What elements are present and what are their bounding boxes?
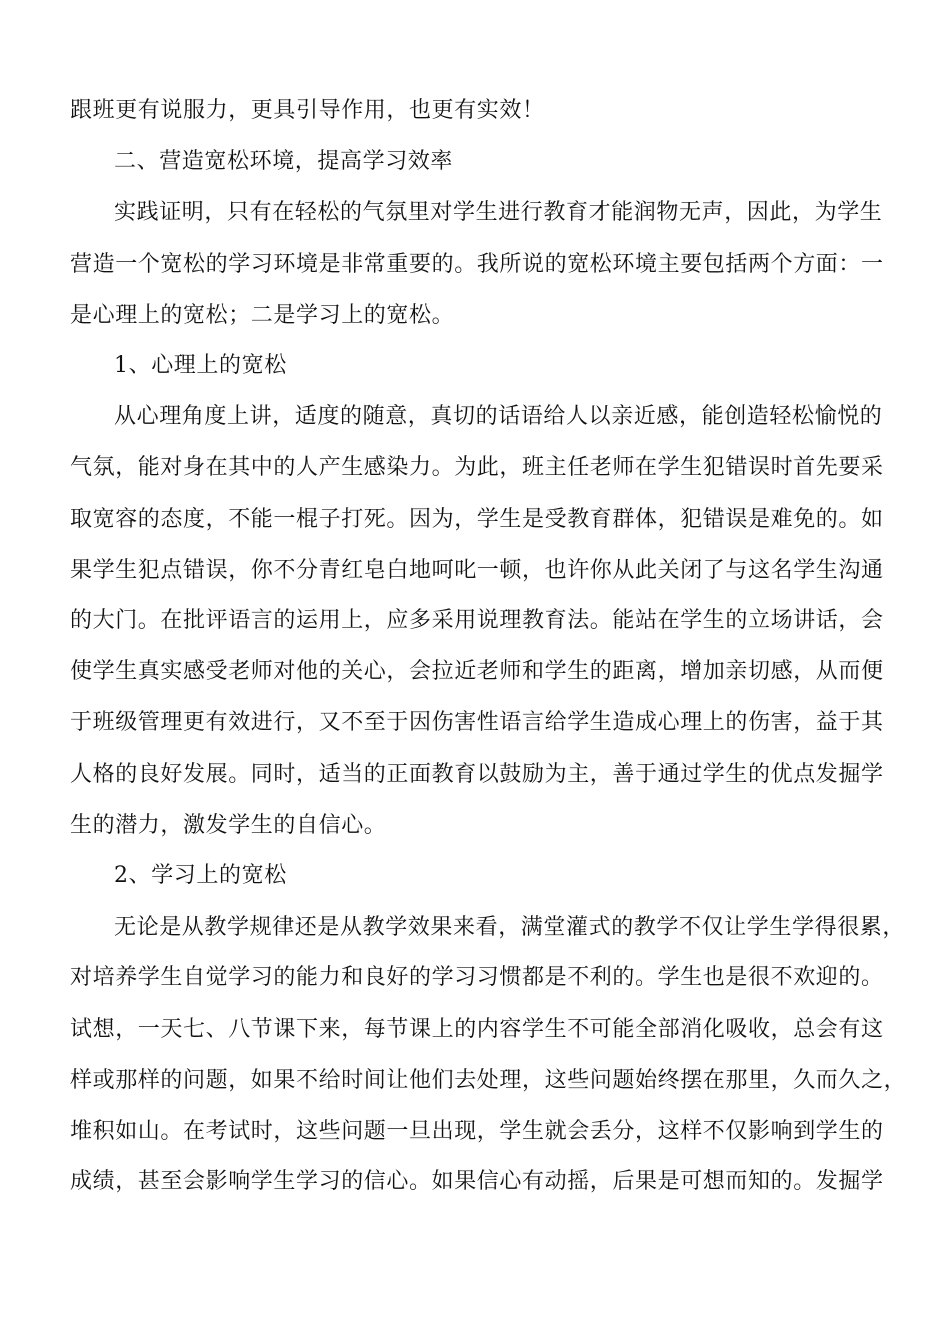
text-line: 从心理角度上讲，适度的随意，真切的话语给人以亲近感，能创造轻松愉悦的 bbox=[114, 404, 883, 429]
text-line: 对培养学生自觉学习的能力和良好的学习习惯都是不利的。学生也是很不欢迎的。 bbox=[70, 965, 884, 990]
text-line: 实践证明，只有在轻松的气氛里对学生进行教育才能润物无声，因此，为学生 bbox=[114, 200, 883, 225]
text-line: 气氛，能对身在其中的人产生感染力。为此，班主任老师在学生犯错误时首先要采 bbox=[70, 455, 884, 480]
text-line: 取宽容的态度，不能一棍子打死。因为，学生是受教育群体，犯错误是难免的。如 bbox=[70, 507, 884, 532]
text-line: 营造一个宽松的学习环境是非常重要的。我所说的宽松环境主要包括两个方面：一 bbox=[70, 252, 884, 277]
subsection-heading: 1、心理上的宽松 bbox=[114, 353, 287, 378]
text-line: 跟班更有说服力，更具引导作用，也更有实效！ bbox=[70, 98, 545, 123]
text-line: 人格的良好发展。同时，适当的正面教育以鼓励为主，善于通过学生的优点发掘学 bbox=[70, 762, 884, 787]
text-line: 成绩，甚至会影响学生学习的信心。如果信心有动摇，后果是可想而知的。发掘学 bbox=[70, 1169, 884, 1194]
text-line: 生的潜力，激发学生的自信心。 bbox=[70, 813, 387, 838]
text-line: 于班级管理更有效进行，又不至于因伤害性语言给学生造成心理上的伤害，益于其 bbox=[70, 710, 884, 735]
text-line: 是心理上的宽松；二是学习上的宽松。 bbox=[70, 303, 455, 328]
text-line: 堆积如山。在考试时，这些问题一旦出现，学生就会丢分，这样不仅影响到学生的 bbox=[70, 1119, 884, 1144]
text-line: 的大门。在批评语言的运用上，应多采用说理教育法。能站在学生的立场讲话，会 bbox=[70, 608, 884, 633]
text-line: 无论是从教学规律还是从教学效果来看，满堂灌式的教学不仅让学生学得很累， bbox=[114, 915, 906, 940]
subsection-heading: 2、学习上的宽松 bbox=[114, 863, 287, 888]
section-heading: 二、营造宽松环境，提高学习效率 bbox=[114, 149, 454, 174]
text-line: 试想，一天七、八节课下来，每节课上的内容学生不可能全部消化吸收，总会有这 bbox=[70, 1017, 884, 1042]
text-line: 使学生真实感受老师对他的关心，会拉近老师和学生的距离，增加亲切感，从而便 bbox=[70, 659, 884, 684]
text-line: 果学生犯点错误，你不分青红皂白地呵叱一顿，也许你从此关闭了与这名学生沟通 bbox=[70, 558, 884, 583]
text-line: 样或那样的问题，如果不给时间让他们去处理，这些问题始终摆在那里，久而久之， bbox=[70, 1068, 907, 1093]
